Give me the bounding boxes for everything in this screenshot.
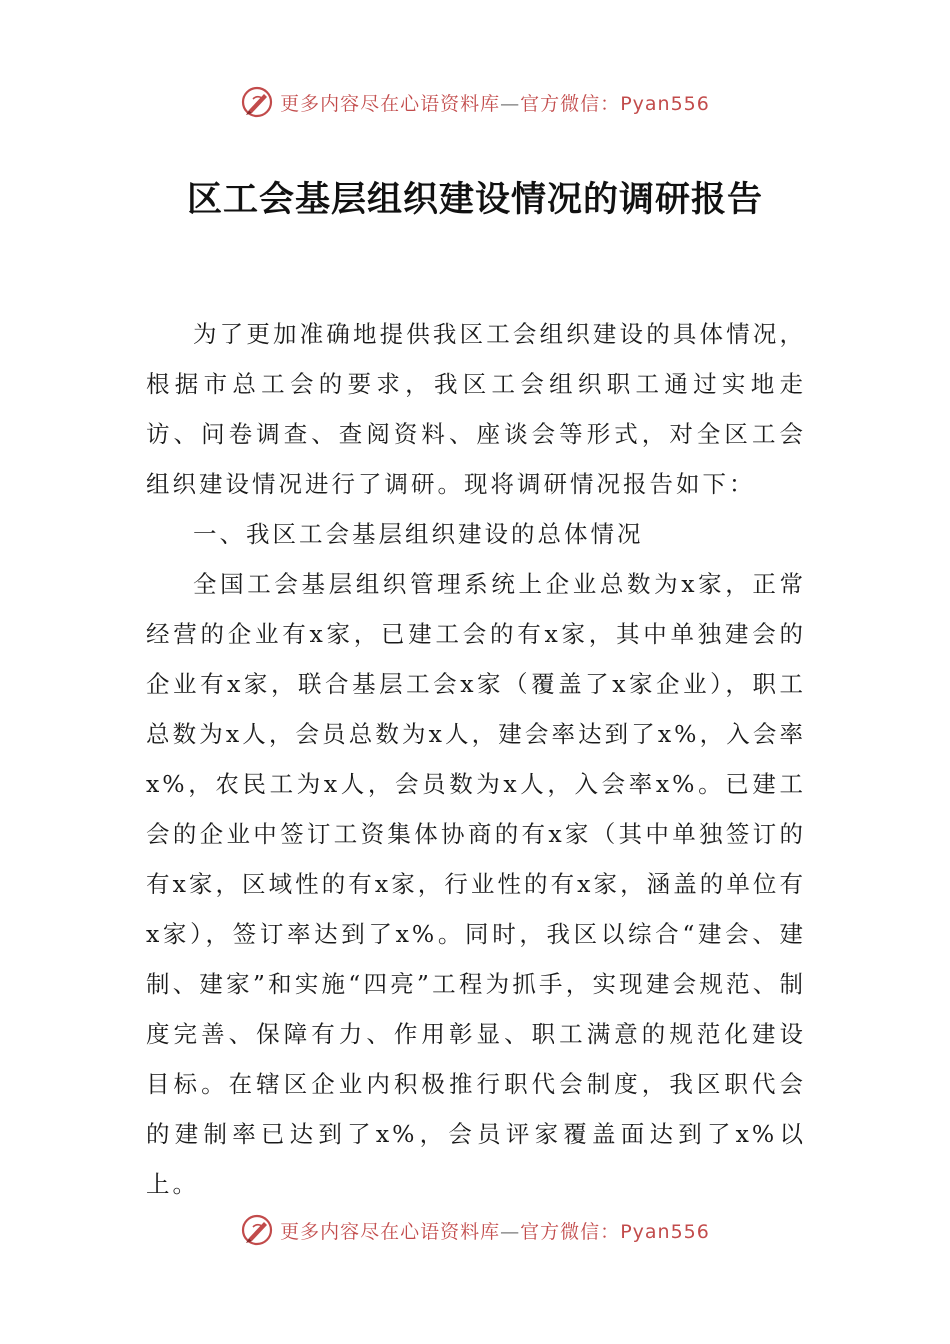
watermark-text: 更多内容尽在心语资料库—官方微信：Pyan556	[280, 1220, 710, 1243]
wechat-id: Pyan556	[620, 92, 710, 115]
intro-paragraph: 为了更加准确地提供我区工会组织建设的具体情况，根据市总工会的要求，我区工会组织职工通过实地走访、问卷调查、查阅资料、座谈会等形式，对全区工会组织建设情况进行了调研。现将调研情况报告如下：	[146, 320, 806, 498]
document-body	[146, 309, 806, 1209]
pen-logo-icon	[240, 85, 274, 119]
wechat-id: Pyan556	[620, 1220, 710, 1243]
pen-logo-icon	[240, 1213, 274, 1247]
body-paragraph: 全国工会基层组织管理系统上企业总数为x家，正常经营的企业有x家，已建工会的有x家，其中单独建会的企业有x家，联合基层工会x家（覆盖了x家企业），职工总数为x人，会员总数为x人，建会率达到了x%，入会率x%，农民工为x人，会员数为x人，入会率x%。已建工会的企业中签订工资集体协商的有x家（其中单独签订的有x家，区域性的有x家，行业性的有x家，涵盖的单位有x家），签订率达到了x%。同时，我区以综合“建会、建制、建家”和实施“四亮”工程为抓手，实现建会规范、制度完善、保障有力、作用彰显、职工满意的规范化建设目标。在辖区企业内积极推行职代会制度，我区职代会的建制率已达到了x%，会员评家覆盖面达到了x%以上。	[146, 570, 806, 1198]
watermark-banner-bottom	[0, 1210, 950, 1250]
watermark-banner-top	[0, 82, 950, 122]
section-heading: 一、我区工会基层组织建设的总体情况	[193, 520, 644, 548]
document-title: 区工会基层组织建设情况的调研报告	[186, 180, 763, 220]
watermark-text: 更多内容尽在心语资料库—官方微信：Pyan556	[280, 92, 710, 115]
